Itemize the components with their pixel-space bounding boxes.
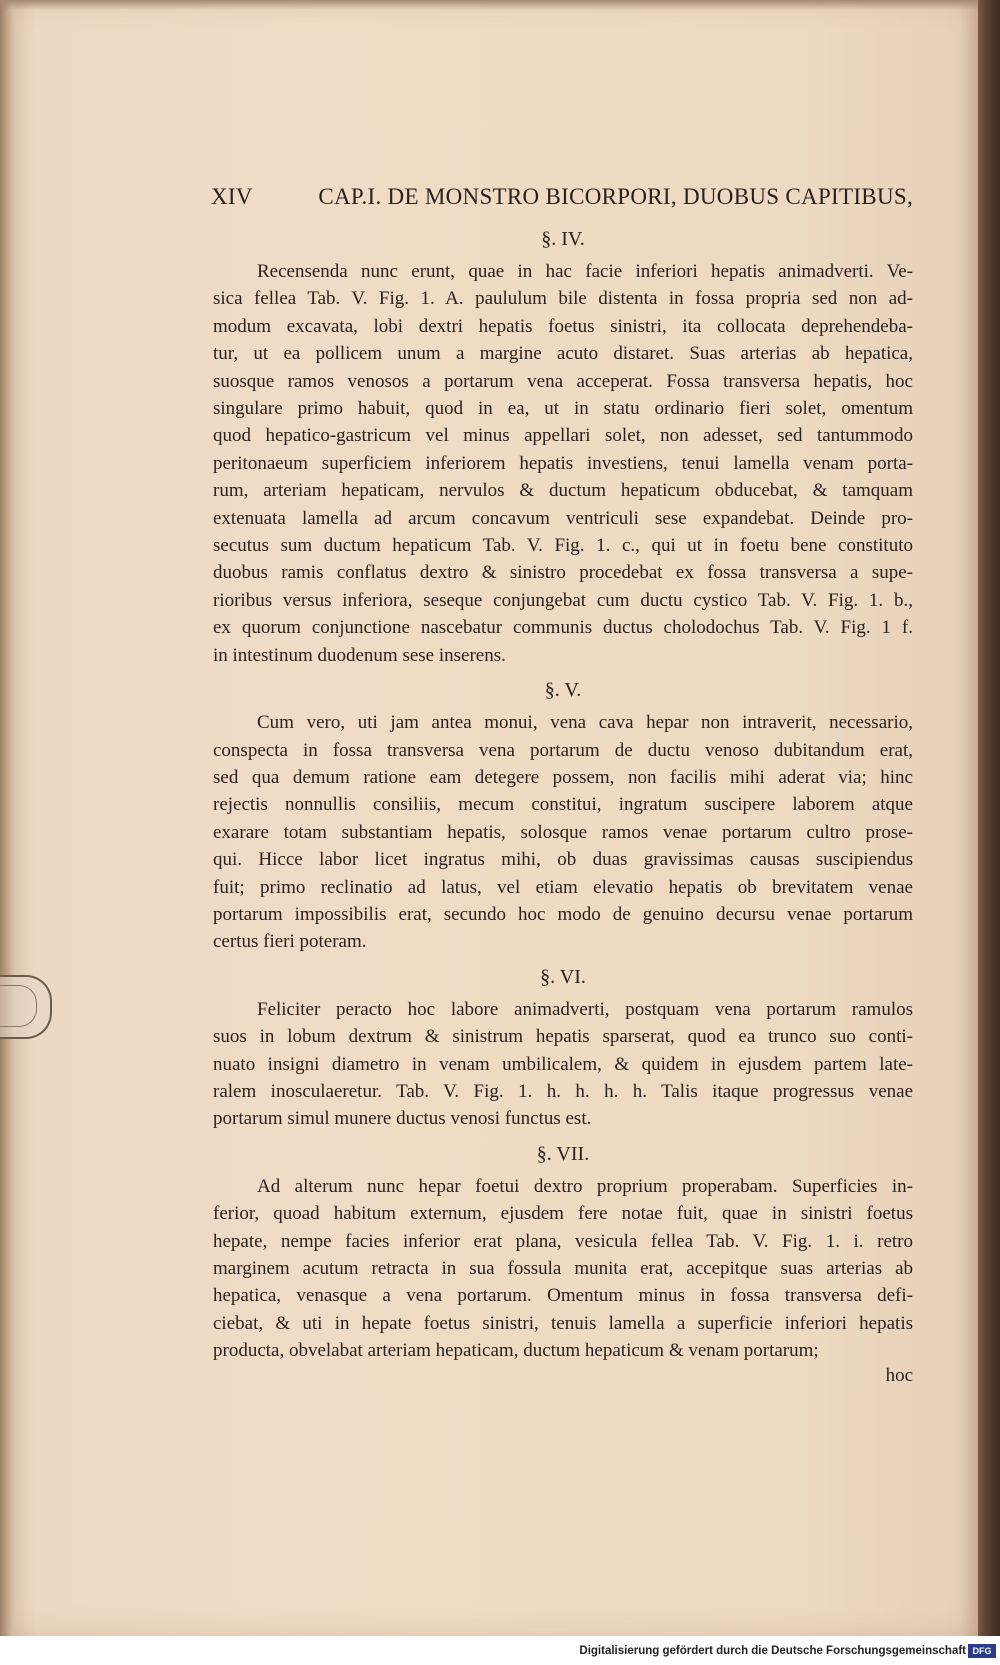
text-line: ciebat, & uti in hepate foetus sinistri, tenuis lamella a superficie inferiori hepatis — [213, 1312, 913, 1334]
section-paragraph — [213, 996, 913, 1133]
text-line: Recensenda nunc erunt, quae in hac facie inferiori hepatis animadverti. Ve- — [257, 261, 913, 282]
section-paragraph — [213, 709, 913, 956]
text-line: hepatica, venasque a vena portarum. Omentum minus in fossa transversa defi- — [213, 1285, 913, 1307]
book-cover-edge — [978, 0, 1000, 1636]
text-line: Feliciter peracto hoc labore animadverti, postquam vena portarum ramulos — [257, 998, 913, 1020]
page-number: XIV — [211, 184, 253, 209]
text-line: tur, ut ea pollicem unum a margine acuto distaret. Suas arterias ab hepatica, — [213, 343, 913, 365]
page-content — [213, 184, 913, 1393]
running-title: CAP.I. DE MONSTRO BICORPORI, DUOBUS CAPITIBUS, — [318, 184, 913, 209]
text-line: Ad alterum nunc hepar foetui dextro proprium properabam. Superficies in- — [257, 1175, 913, 1197]
text-line: conspecta in fossa transversa vena portarum de ductu venoso dubitandum erat, — [213, 739, 913, 761]
text-line: exarare totam substantiam hepatis, solosque ramos venae portarum cultro prose- — [213, 821, 913, 843]
text-line: duobus ramis conflatus dextro & sinistro procedebat ex fossa transversa a supe- — [213, 562, 913, 584]
text-line: in intestinum duodenum sese inserens. — [213, 644, 506, 666]
text-line: modum excavata, lobi dextri hepatis foetus sinistri, ita collocata deprehendeba- — [213, 315, 913, 337]
page-top-edge — [0, 0, 978, 10]
text-line: hepate, nempe facies inferior erat plana, vesicula fellea Tab. V. Fig. 1. i. retro — [213, 1230, 913, 1252]
text-line: secutus sum ductum hepaticum Tab. V. Fig. 1. c., qui ut in foetu bene constituto — [213, 535, 913, 557]
text-line: qui. Hicce labor licet ingratus mihi, ob duas gravissimas causas suscipiendus — [213, 849, 913, 871]
text-line: sed qua demum ratione eam detegere possem, non facilis mihi aderat via; hinc — [213, 766, 913, 788]
page-gutter — [0, 0, 14, 1636]
catchword: hoc — [885, 1364, 913, 1386]
section-paragraph — [213, 258, 913, 669]
text-line: marginem acutum retracta in sua fossula munita erat, accepitque suas arterias ab — [213, 1258, 913, 1279]
section-heading: §. IV. — [541, 228, 585, 250]
section-paragraph — [213, 1173, 913, 1365]
section-heading: §. V. — [544, 679, 582, 702]
text-line: producta, obvelabat arteriam hepaticam, ductum hepaticum & venam portarum; — [213, 1340, 819, 1362]
text-line: portarum simul munere ductus venosi functus est. — [213, 1108, 592, 1130]
text-line: extenuata lamella ad arcum concavum ventriculi sese expandebat. Deinde pro- — [213, 507, 913, 529]
text-line: certus fieri poteram. — [213, 931, 367, 953]
text-line: ex quorum conjunctione nascebatur communis ductus cholodochus Tab. V. Fig. 1 f. — [213, 617, 913, 639]
sections-container — [213, 228, 913, 1365]
text-line: rejectis nonnullis consiliis, mecum constitui, ingratum suscipere laborem atque — [213, 794, 913, 816]
text-line: peritonaeum superficiem inferiorem hepatis investiens, tenui lamella venam porta- — [213, 452, 913, 474]
text-line: suosque ramos venosos a portarum vena acceperat. Fossa transversa hepatis, hoc — [213, 370, 913, 392]
text-line: portarum impossibilis erat, secundo hoc modo de genuino decursu venae portarum — [213, 903, 913, 925]
text-line: nuato insigni diametro in venam umbilicalem, & quidem in ejusdem partem late- — [213, 1053, 913, 1075]
text-line: fuit; primo reclinatio ad latus, vel etiam elevatio hepatis ob brevitatem venae — [213, 876, 913, 898]
text-line: rioribus versus inferiora, seseque conjungebat cum ductu cystico Tab. V. Fig. 1. b., — [213, 589, 913, 611]
running-head — [211, 184, 913, 218]
dfg-logo-icon: DFG — [968, 1644, 996, 1658]
text-line: suos in lobum dextrum & sinistrum hepatis sparserat, quod ea trunco suo conti- — [213, 1026, 913, 1048]
text-line: singulare primo habuit, quod in ea, ut in statu ordinario fieri solet, omentum — [213, 398, 913, 420]
text-line: rum, arteriam hepaticam, nervulos & ductum hepaticum obducebat, & tamquam — [213, 480, 913, 502]
section-heading: §. VII. — [536, 1142, 590, 1165]
text-line: sica fellea Tab. V. Fig. 1. A. paululum bile distenta in fossa propria sed non ad- — [213, 288, 913, 310]
text-line: ferior, quoad habitum externum, ejusdem fere notae fuit, quae in sinistri foetus — [213, 1203, 913, 1225]
text-line: Cum vero, uti jam antea monui, vena cava hepar non intraverit, necessario, — [257, 712, 913, 734]
text-line: ralem inosculaeretur. Tab. V. Fig. 1. h. h. h. h. Talis itaque progressus venae — [213, 1080, 913, 1102]
funding-notice: Digitalisierung gefördert durch die Deutsche Forschungsgemeinschaft — [579, 1645, 966, 1657]
section-heading: §. VI. — [540, 965, 586, 988]
text-line: quod hepatico-gastricum vel minus appellari solet, non adesset, sed tantummodo — [213, 425, 913, 447]
bookmark-ribbon-inner — [0, 985, 37, 1027]
